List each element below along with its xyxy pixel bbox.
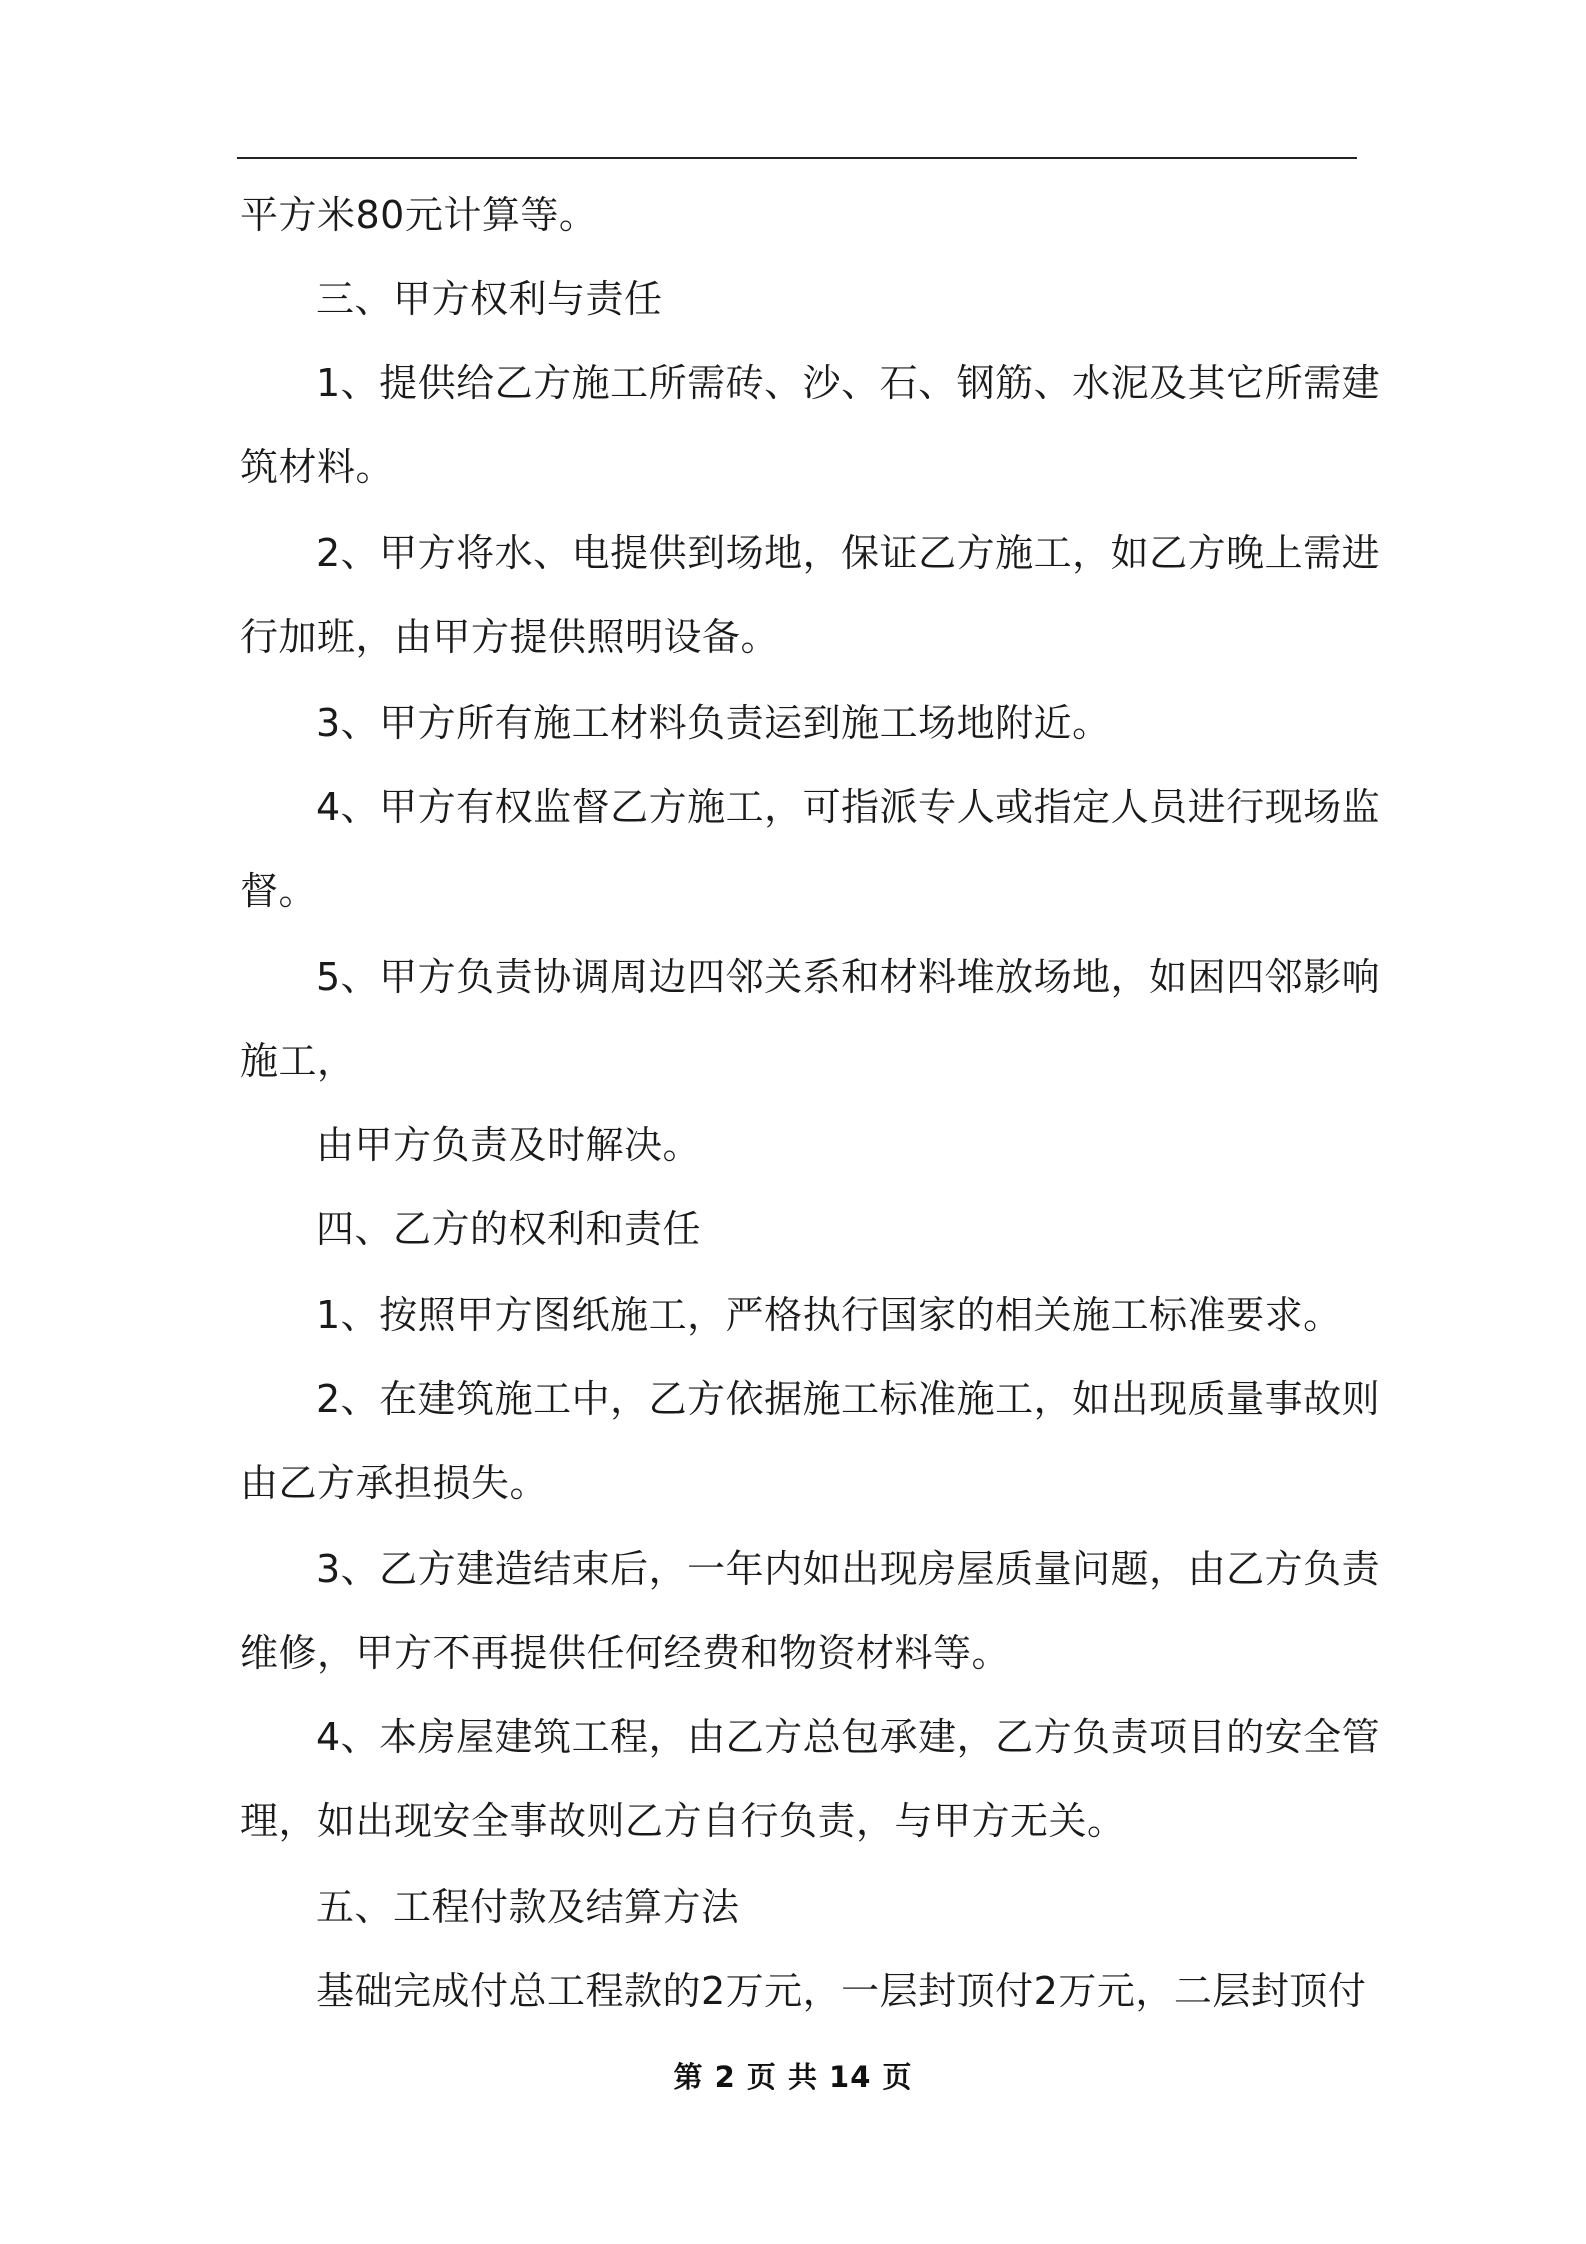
paragraph-line: 1、按照甲方图纸施工，严格执行国家的相关施工标准要求。 bbox=[316, 1293, 1342, 1337]
paragraph-line: 平方米80元计算等。 bbox=[240, 193, 598, 237]
paragraph-line: 四、乙方的权利和责任 bbox=[316, 1207, 702, 1251]
paragraph-line: 筑材料。 bbox=[240, 445, 395, 489]
paragraph-line: 理，如出现安全事故则乙方自行负责，与甲方无关。 bbox=[240, 1799, 1126, 1843]
paragraph-line: 督。 bbox=[240, 869, 318, 913]
paragraph-line: 3、乙方建造结束后，一年内如出现房屋质量问题，由乙方负责 bbox=[316, 1547, 1381, 1591]
page-number-footer: 第 2 页 共 14 页 bbox=[673, 2060, 913, 2094]
header-rule bbox=[237, 157, 1357, 159]
paragraph-line: 维修，甲方不再提供任何经费和物资材料等。 bbox=[240, 1631, 1011, 1675]
paragraph-line: 5、甲方负责协调周边四邻关系和材料堆放场地，如困四邻影响 bbox=[316, 955, 1381, 999]
paragraph-line: 3、甲方所有施工材料负责运到施工场地附近。 bbox=[316, 701, 1111, 745]
paragraph-line: 行加班，由甲方提供照明设备。 bbox=[240, 615, 780, 659]
paragraph-line: 五、工程付款及结算方法 bbox=[316, 1885, 740, 1929]
paragraph-line: 2、甲方将水、电提供到场地，保证乙方施工，如乙方晚上需进 bbox=[316, 531, 1381, 575]
paragraph-line: 由甲方负责及时解决。 bbox=[316, 1123, 702, 1167]
paragraph-line: 4、本房屋建筑工程，由乙方总包承建，乙方负责项目的安全管 bbox=[316, 1715, 1381, 1759]
paragraph-line: 由乙方承担损失。 bbox=[240, 1461, 549, 1505]
paragraph-line: 4、甲方有权监督乙方施工，可指派专人或指定人员进行现场监 bbox=[316, 785, 1381, 829]
paragraph-line: 三、甲方权利与责任 bbox=[316, 277, 663, 321]
paragraph-line: 2、在建筑施工中，乙方依据施工标准施工，如出现质量事故则 bbox=[316, 1377, 1381, 1421]
paragraph-line: 基础完成付总工程款的2万元，一层封顶付2万元，二层封顶付 bbox=[316, 1969, 1367, 2013]
paragraph-line: 施工， bbox=[240, 1039, 356, 1083]
paragraph-line: 1、提供给乙方施工所需砖、沙、石、钢筋、水泥及其它所需建 bbox=[316, 361, 1381, 405]
